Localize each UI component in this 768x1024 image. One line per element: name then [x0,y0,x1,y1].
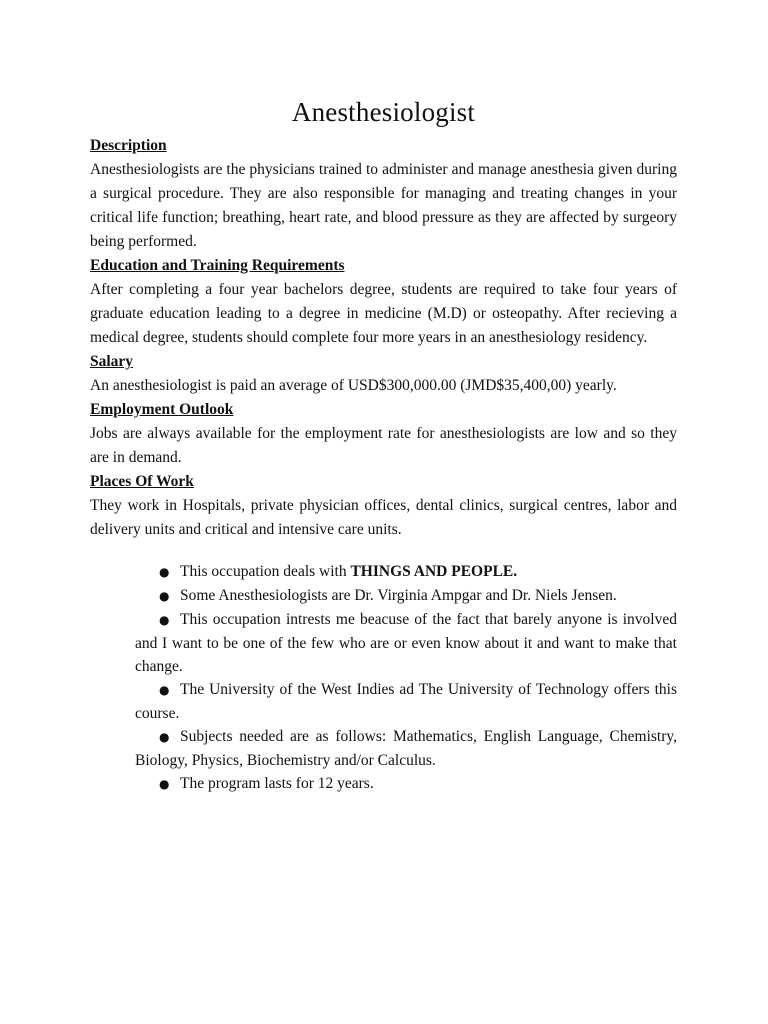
list-item [135,678,677,725]
list-item-emphasis: THINGS AND PEOPLE. [350,563,518,580]
section-heading-places-of-work: Places Of Work [90,473,194,490]
section-heading-education: Education and Training Requirements [90,257,345,274]
list-item [135,560,677,584]
section-body-description: Anesthesiologists are the physicians trained to administer and manage anesthesia given during a surgical procedure. They are also responsible for managing and treating changes in your critical life function; breathing, heart rate, and blood pressure as they are affected by surgeory being performed. [90,161,677,250]
section-heading-description: Description [90,137,167,154]
section-heading-salary: Salary [90,353,134,370]
bullet-list [135,560,677,796]
section-body-employment-outlook: Jobs are always available for the employment rate for anesthesiologists are low and so they are in demand. [90,425,677,466]
bullet-icon: ● [159,683,170,697]
section-body-salary: An anesthesiologist is paid an average of USD$300,000.00 (JMD$35,400,00) yearly. [90,377,617,394]
bullet-icon: ● [159,565,170,579]
list-item [135,608,677,678]
bullet-icon: ● [159,589,170,603]
document-title: Anesthesiologist [291,97,476,127]
section-description [90,134,677,254]
document-page [90,92,677,796]
list-item-text: The University of the West Indies ad The University of Technology offers this course. [135,681,677,722]
list-item [135,772,677,796]
bullet-icon: ● [159,613,170,627]
list-item-text: Subjects needed are as follows: Mathematics, English Language, Chemistry, Biology, Physics, Biochemistry and/or Calculus. [135,728,677,769]
bullet-icon: ● [159,730,170,744]
bullet-icon: ● [159,777,170,791]
section-body-places-of-work: They work in Hospitals, private physician offices, dental clinics, surgical centres, labor and delivery units and critical and intensive care units. [90,497,677,538]
section-employment-outlook [90,398,677,470]
list-item [135,584,677,608]
section-body-education: After completing a four year bachelors degree, students are required to take four years of graduate education leading to a degree in medicine (M.D) or osteopathy. After recieving a medical degree, students should complete four more years in an anesthesiology residency. [90,281,677,346]
list-item-text: Some Anesthesiologists are Dr. Virginia Ampgar and Dr. Niels Jensen. [180,587,617,604]
section-education [90,254,677,350]
list-item-text: The program lasts for 12 years. [180,775,374,792]
section-places-of-work [90,470,677,542]
list-item-text: This occupation deals with [180,563,351,580]
section-salary [90,350,677,398]
list-item-text: This occupation intrests me beacuse of the fact that barely anyone is involved and I want to be one of the few who are or even know about it and want to make that change. [135,611,677,675]
list-item [135,725,677,772]
section-heading-employment-outlook: Employment Outlook [90,401,234,418]
